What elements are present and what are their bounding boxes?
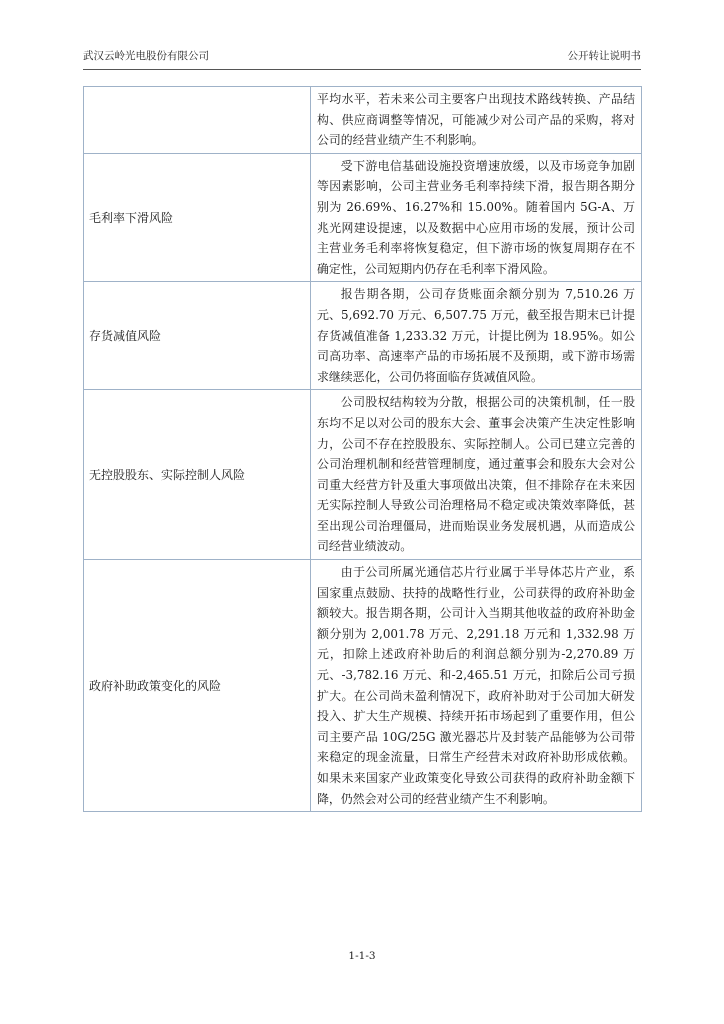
table-row: [84, 390, 642, 560]
risk-description-cell: 由于公司所属光通信芯片行业属于半导体芯片产业，系国家重点鼓励、扶持的战略性行业，公司获得的政府补助金额较大。报告期各期，公司计入当期其他收益的政府补助金额分别为 2,001.78 万元、2,291.18 万元和 1,332.98 万元，扣除上述政府补助后的利润总额分别为-2,270.89 万元、-3,782.16 万元、和-2,465.51 万元，扣除后公司亏损扩大。在公司尚未盈利情况下，政府补助对于公司加大研发投入、扩大生产规模、持续开拓市场起到了重要作用，但公司主要产品 10G/25G 激光器芯片及封装产品能够为公司带来稳定的现金流量，日常生产经营未对政府补助形成依赖。如果未来国家产业政策变化导致公司获得的政府补助金额下降，仍然会对公司的经营业绩产生不利影响。: [311, 560, 642, 812]
document-type: 公开转让说明书: [567, 50, 641, 62]
risk-name-cell: 存货减值风险: [84, 282, 311, 390]
table-row: [84, 87, 642, 154]
risk-name-cell: 无控股股东、实际控制人风险: [84, 390, 311, 560]
table-row: [84, 560, 642, 812]
risk-description-cell: 平均水平，若未来公司主要客户出现技术路线转换、产品结构、供应商调整等情况，可能减少对公司产品的采购，将对公司的经营业绩产生不利影响。: [311, 87, 642, 154]
header-divider: [83, 69, 641, 70]
risk-description-cell: 公司股权结构较为分散，根据公司的决策机制，任一股东均不足以对公司的股东大会、董事会决策产生决定性影响力，公司不存在控股股东、实际控制人。公司已建立完善的公司治理机制和经营管理制度，通过董事会和股东大会对公司重大经营方针及重大事项做出决策，但不排除存在未来因无实际控制人导致公司治理格局不稳定或决策效率降低，甚至出现公司治理僵局，进而贻误业务发展机遇，从而造成公司经营业绩波动。: [311, 390, 642, 560]
risk-name-cell: 毛利率下滑风险: [84, 153, 311, 282]
risk-description-cell: 受下游电信基础设施投资增速放缓，以及市场竞争加剧等因素影响，公司主营业务毛利率持续下滑，报告期各期分别为 26.69%、16.27%和 15.00%。随着国内 5G-A、万兆光网建设提速，以及数据中心应用市场的发展，预计公司主营业务毛利率将恢复稳定，但下游市场的恢复周期存在不确定性，公司短期内仍存在毛利率下滑风险。: [311, 153, 642, 282]
table-row: [84, 153, 642, 282]
risk-table: [83, 86, 642, 812]
risk-name-cell: [84, 87, 311, 154]
page-number: 1-1-3: [348, 950, 376, 962]
risk-description-cell: 报告期各期，公司存货账面余额分别为 7,510.26 万元、5,692.70 万元、6,507.75 万元，截至报告期末已计提存货减值准备 1,233.32 万元，计提比例为 18.95%。如公司高功率、高速率产品的市场拓展不及预期，或下游市场需求继续恶化，公司仍将面临存货减值风险。: [311, 282, 642, 390]
table-row: [84, 282, 642, 390]
page-header: [83, 48, 641, 65]
company-name: 武汉云岭光电股份有限公司: [83, 50, 209, 62]
risk-name-cell: 政府补助政策变化的风险: [84, 560, 311, 812]
